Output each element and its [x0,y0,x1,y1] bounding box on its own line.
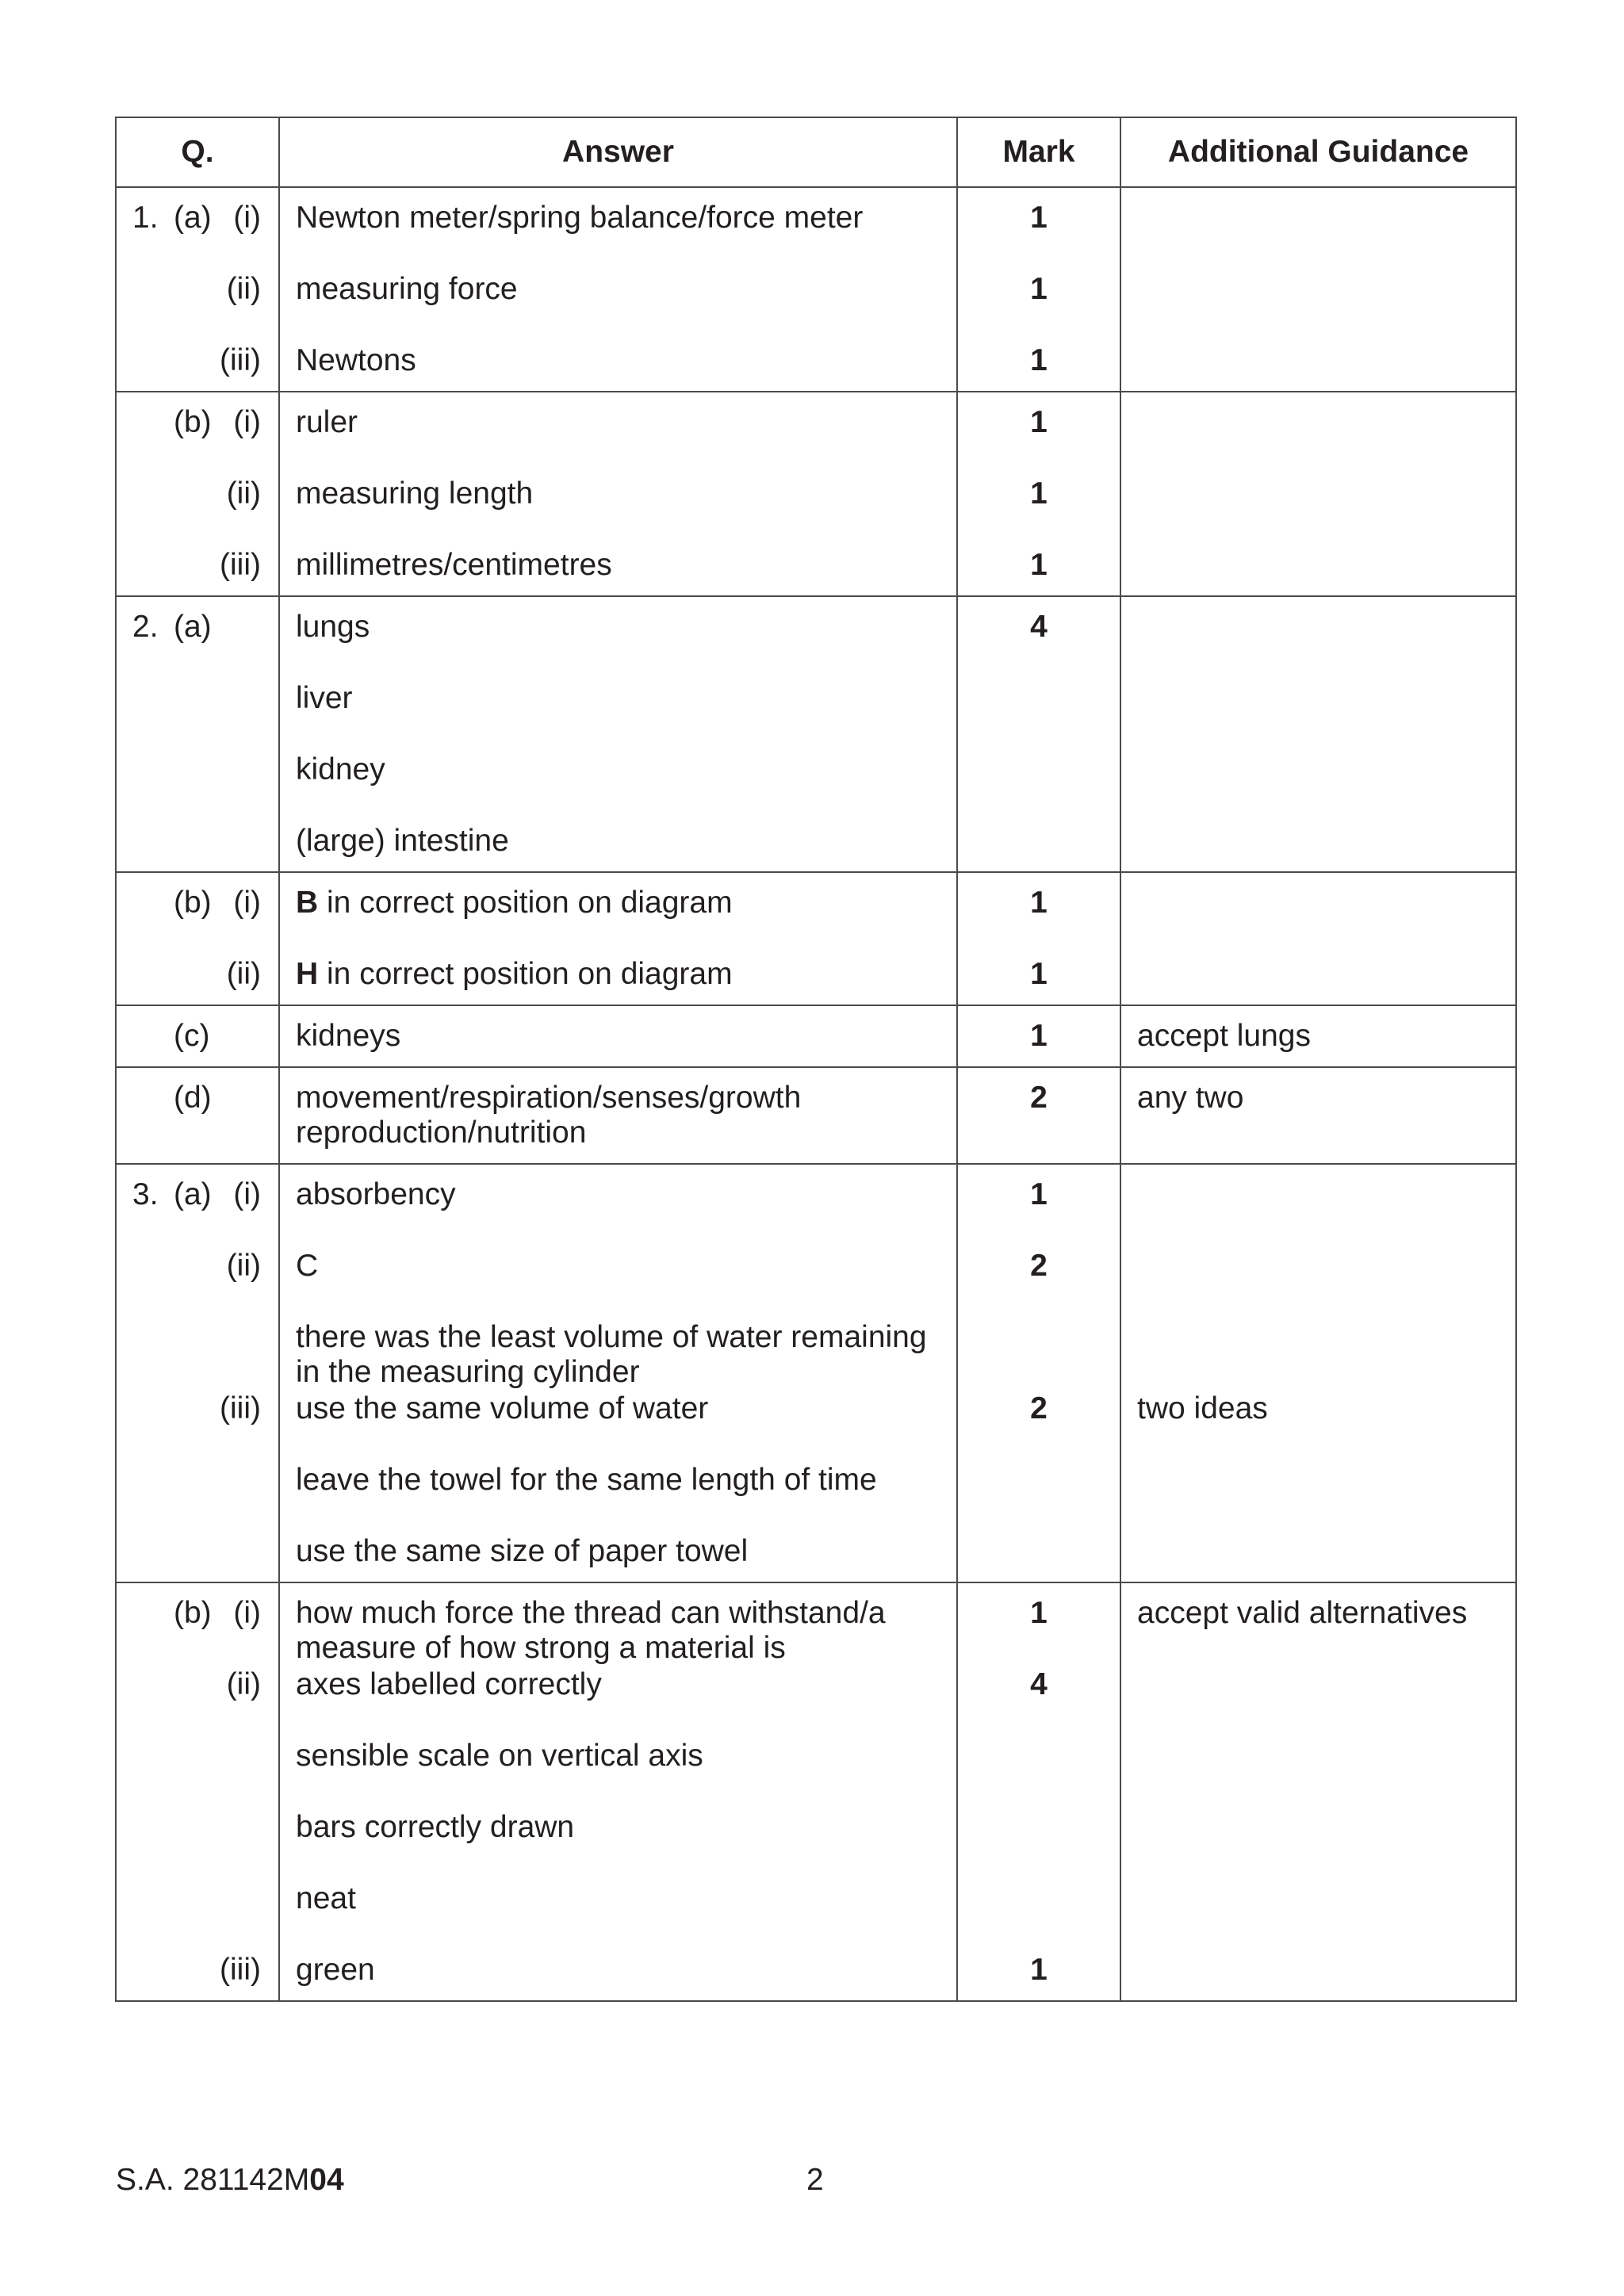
question-cell [116,392,279,596]
answer-text: movement/respiration/senses/growth reproduction/nutrition [296,1081,802,1150]
question-label [117,1391,278,1463]
question-cell [116,1005,279,1067]
answer-text: Newtons [296,343,416,377]
answer-text: how much force the thread can withstand/a measure of how strong a material is [296,1596,886,1665]
question-label [117,1081,278,1150]
answer-line [280,1391,956,1463]
guidance-text: accept valid alternatives [1137,1596,1468,1630]
question-subpart: (iii) [220,1953,261,1987]
question-subpart: (ii) [226,272,261,306]
question-part: (b) [174,1596,212,1630]
answer-line [280,1463,956,1534]
page-number: 2 [806,2163,824,2197]
guidance-text [1121,824,1515,859]
table-row [116,872,1516,1005]
guidance-text [1121,201,1515,272]
table-row [116,1582,1516,2001]
mark-value [958,752,1120,824]
question-number: 1. [132,201,159,235]
mark-value [958,1463,1120,1534]
question-cell [116,187,279,392]
answer-text: bars correctly drawn [296,1810,575,1844]
guidance-text [1121,752,1515,824]
question-subpart: (iii) [220,548,261,582]
guidance-text [1121,476,1515,548]
table-row [116,596,1516,872]
question-label [117,1667,278,1739]
answer-cell [279,187,957,392]
answer-cell [279,1164,957,1582]
mark-value: 1 [1030,1019,1048,1053]
question-label [117,476,278,548]
answer-text: axes labelled correctly [296,1667,602,1701]
guidance-text [1121,1667,1515,1739]
mark-cell [957,1582,1120,2001]
guidance-text [1121,1953,1515,1988]
question-label [117,343,278,378]
answer-line [280,752,956,824]
guidance-cell [1120,392,1516,596]
question-label [117,1534,278,1569]
mark-value: 1 [1030,476,1048,511]
mark-value: 2 [1030,1391,1048,1425]
guidance-cell [1120,1582,1516,2001]
answer-line [280,1667,956,1739]
mark-value: 1 [1030,886,1048,920]
question-subpart: (i) [233,1596,261,1630]
paper-code-prefix: S.A. 281142M [116,2163,310,2197]
mark-value: 4 [1030,1667,1048,1701]
mark-value: 1 [1030,1953,1048,1987]
mark-cell [957,1005,1120,1067]
guidance-text [1121,1320,1515,1391]
answer-line [280,610,956,681]
mark-value [958,1320,1120,1391]
mark-scheme-table [115,117,1517,2002]
mark-value: 2 [1030,1081,1048,1115]
answer-text: C [296,1249,319,1283]
answer-line [280,405,956,476]
table-row [116,1164,1516,1582]
question-label [117,1463,278,1534]
question-part: (c) [174,1019,210,1053]
question-subpart: (iii) [220,1391,261,1425]
guidance-text [1121,343,1515,378]
question-part: (b) [174,886,212,920]
question-subpart: (iii) [220,343,261,377]
question-label [117,548,278,583]
question-label [117,405,278,476]
paper-code [116,2163,344,2198]
guidance-cell [1120,1164,1516,1582]
answer-text: use the same volume of water [296,1391,709,1425]
answer-line [280,1177,956,1249]
answer-text: measuring force [296,272,518,306]
answer-letter: H [296,957,319,991]
answer-line [280,548,956,583]
question-label [117,1953,278,1988]
answer-cell [279,1005,957,1067]
guidance-text [1121,1177,1515,1249]
guidance-text [1121,610,1515,681]
answer-text: Newton meter/spring balance/force meter [296,201,864,235]
table-row [116,392,1516,596]
mark-value: 4 [1030,610,1048,644]
guidance-text [1121,681,1515,752]
mark-value: 1 [1030,272,1048,306]
guidance-text [1121,886,1515,957]
mark-cell [957,1164,1120,1582]
table-row [116,187,1516,392]
mark-cell [957,392,1120,596]
answer-line [280,1019,956,1054]
question-part: (d) [174,1081,212,1115]
answer-text: use the same size of paper towel [296,1534,749,1568]
question-cell [116,596,279,872]
answer-line [280,886,956,957]
answer-line [280,1249,956,1320]
table-body [116,187,1516,2001]
answer-text: in correct position on diagram [318,957,733,991]
answer-text: leave the towel for the same length of time [296,1463,877,1497]
answer-text: millimetres/centimetres [296,548,612,582]
answer-line [280,1081,956,1150]
mark-value [958,824,1120,859]
guidance-text [1121,1739,1515,1810]
question-label [117,957,278,992]
question-label [117,1249,278,1320]
answer-line [280,1534,956,1569]
question-cell [116,1067,279,1164]
question-label [117,1177,278,1249]
table-row [116,1005,1516,1067]
answer-text: absorbency [296,1177,456,1211]
answer-line [280,201,956,272]
guidance-cell [1120,872,1516,1005]
answer-text: sensible scale on vertical axis [296,1739,703,1773]
question-subpart: (i) [233,886,261,920]
answer-cell [279,596,957,872]
mark-value: 1 [1030,405,1048,439]
mark-value [958,1810,1120,1881]
question-subpart: (i) [233,201,261,235]
question-subpart: (i) [233,1177,261,1211]
question-label [117,201,278,272]
question-label [117,886,278,957]
answer-text: measuring length [296,476,534,511]
answer-letter: B [296,886,319,920]
guidance-text: any two [1137,1081,1244,1115]
answer-line [280,1810,956,1881]
answer-cell [279,872,957,1005]
question-label [117,1019,278,1054]
question-subpart: (ii) [226,1667,261,1701]
mark-cell [957,187,1120,392]
header-question: Q. [116,117,279,187]
answer-line [280,1739,956,1810]
question-part: (a) [174,201,212,235]
answer-line [280,476,956,548]
guidance-text [1121,1463,1515,1534]
guidance-cell [1120,1005,1516,1067]
question-subpart: (i) [233,405,261,439]
mark-value [958,1881,1120,1953]
guidance-text [1121,272,1515,343]
guidance-text: accept lungs [1137,1019,1311,1053]
paper-code-suffix: 04 [309,2163,344,2197]
answer-line [280,272,956,343]
header-answer: Answer [279,117,957,187]
answer-cell [279,392,957,596]
question-cell [116,872,279,1005]
answer-line [280,824,956,859]
question-label [117,1596,278,1667]
answer-cell [279,1067,957,1164]
mark-value: 2 [1030,1249,1048,1283]
mark-value: 1 [1030,548,1048,582]
guidance-cell [1120,1067,1516,1164]
question-label [117,272,278,343]
header-mark: Mark [957,117,1120,187]
guidance-text: two ideas [1137,1391,1268,1425]
answer-line [280,681,956,752]
answer-line [280,957,956,992]
guidance-cell [1120,187,1516,392]
answer-cell [279,1582,957,2001]
mark-cell [957,596,1120,872]
answer-text: ruler [296,405,358,439]
guidance-text [1121,1249,1515,1320]
question-subpart: (ii) [226,1249,261,1283]
mark-value: 1 [1030,343,1048,377]
answer-text: kidney [296,752,385,786]
question-number: 2. [132,610,159,644]
guidance-text [1121,1534,1515,1569]
mark-value [958,1739,1120,1810]
guidance-cell [1120,596,1516,872]
question-label [117,1810,278,1881]
answer-text: liver [296,681,353,715]
answer-line [280,1596,956,1667]
question-part: (a) [174,610,212,644]
mark-value: 1 [1030,1596,1048,1630]
question-label [117,824,278,859]
guidance-text [1121,1881,1515,1953]
question-cell [116,1582,279,2001]
answer-text: (large) intestine [296,824,509,858]
mark-value [958,681,1120,752]
question-label [117,1881,278,1953]
question-label [117,1320,278,1391]
question-label [117,610,278,681]
answer-line [280,1320,956,1391]
question-part: (b) [174,405,212,439]
guidance-text [1121,957,1515,992]
answer-line [280,1881,956,1953]
table-header-row [116,117,1516,187]
answer-text: in correct position on diagram [318,886,733,920]
mark-value [958,1534,1120,1569]
question-cell [116,1164,279,1582]
answer-text: lungs [296,610,370,644]
mark-value: 1 [1030,1177,1048,1211]
guidance-text [1121,548,1515,583]
question-subpart: (ii) [226,957,261,991]
question-label [117,1739,278,1810]
answer-text: kidneys [296,1019,401,1053]
question-subpart: (ii) [226,476,261,511]
table-row [116,1067,1516,1164]
mark-value: 1 [1030,957,1048,991]
guidance-text [1121,1810,1515,1881]
question-part: (a) [174,1177,212,1211]
answer-text: green [296,1953,375,1987]
guidance-text [1121,405,1515,476]
question-label [117,752,278,824]
answer-line [280,343,956,378]
mark-cell [957,1067,1120,1164]
mark-value: 1 [1030,201,1048,235]
question-number: 3. [132,1177,159,1211]
answer-line [280,1953,956,1988]
header-guidance: Additional Guidance [1120,117,1516,187]
answer-text: there was the least volume of water remaining in the measuring cylinder [296,1320,927,1389]
mark-cell [957,872,1120,1005]
answer-text: neat [296,1881,356,1915]
question-label [117,681,278,752]
